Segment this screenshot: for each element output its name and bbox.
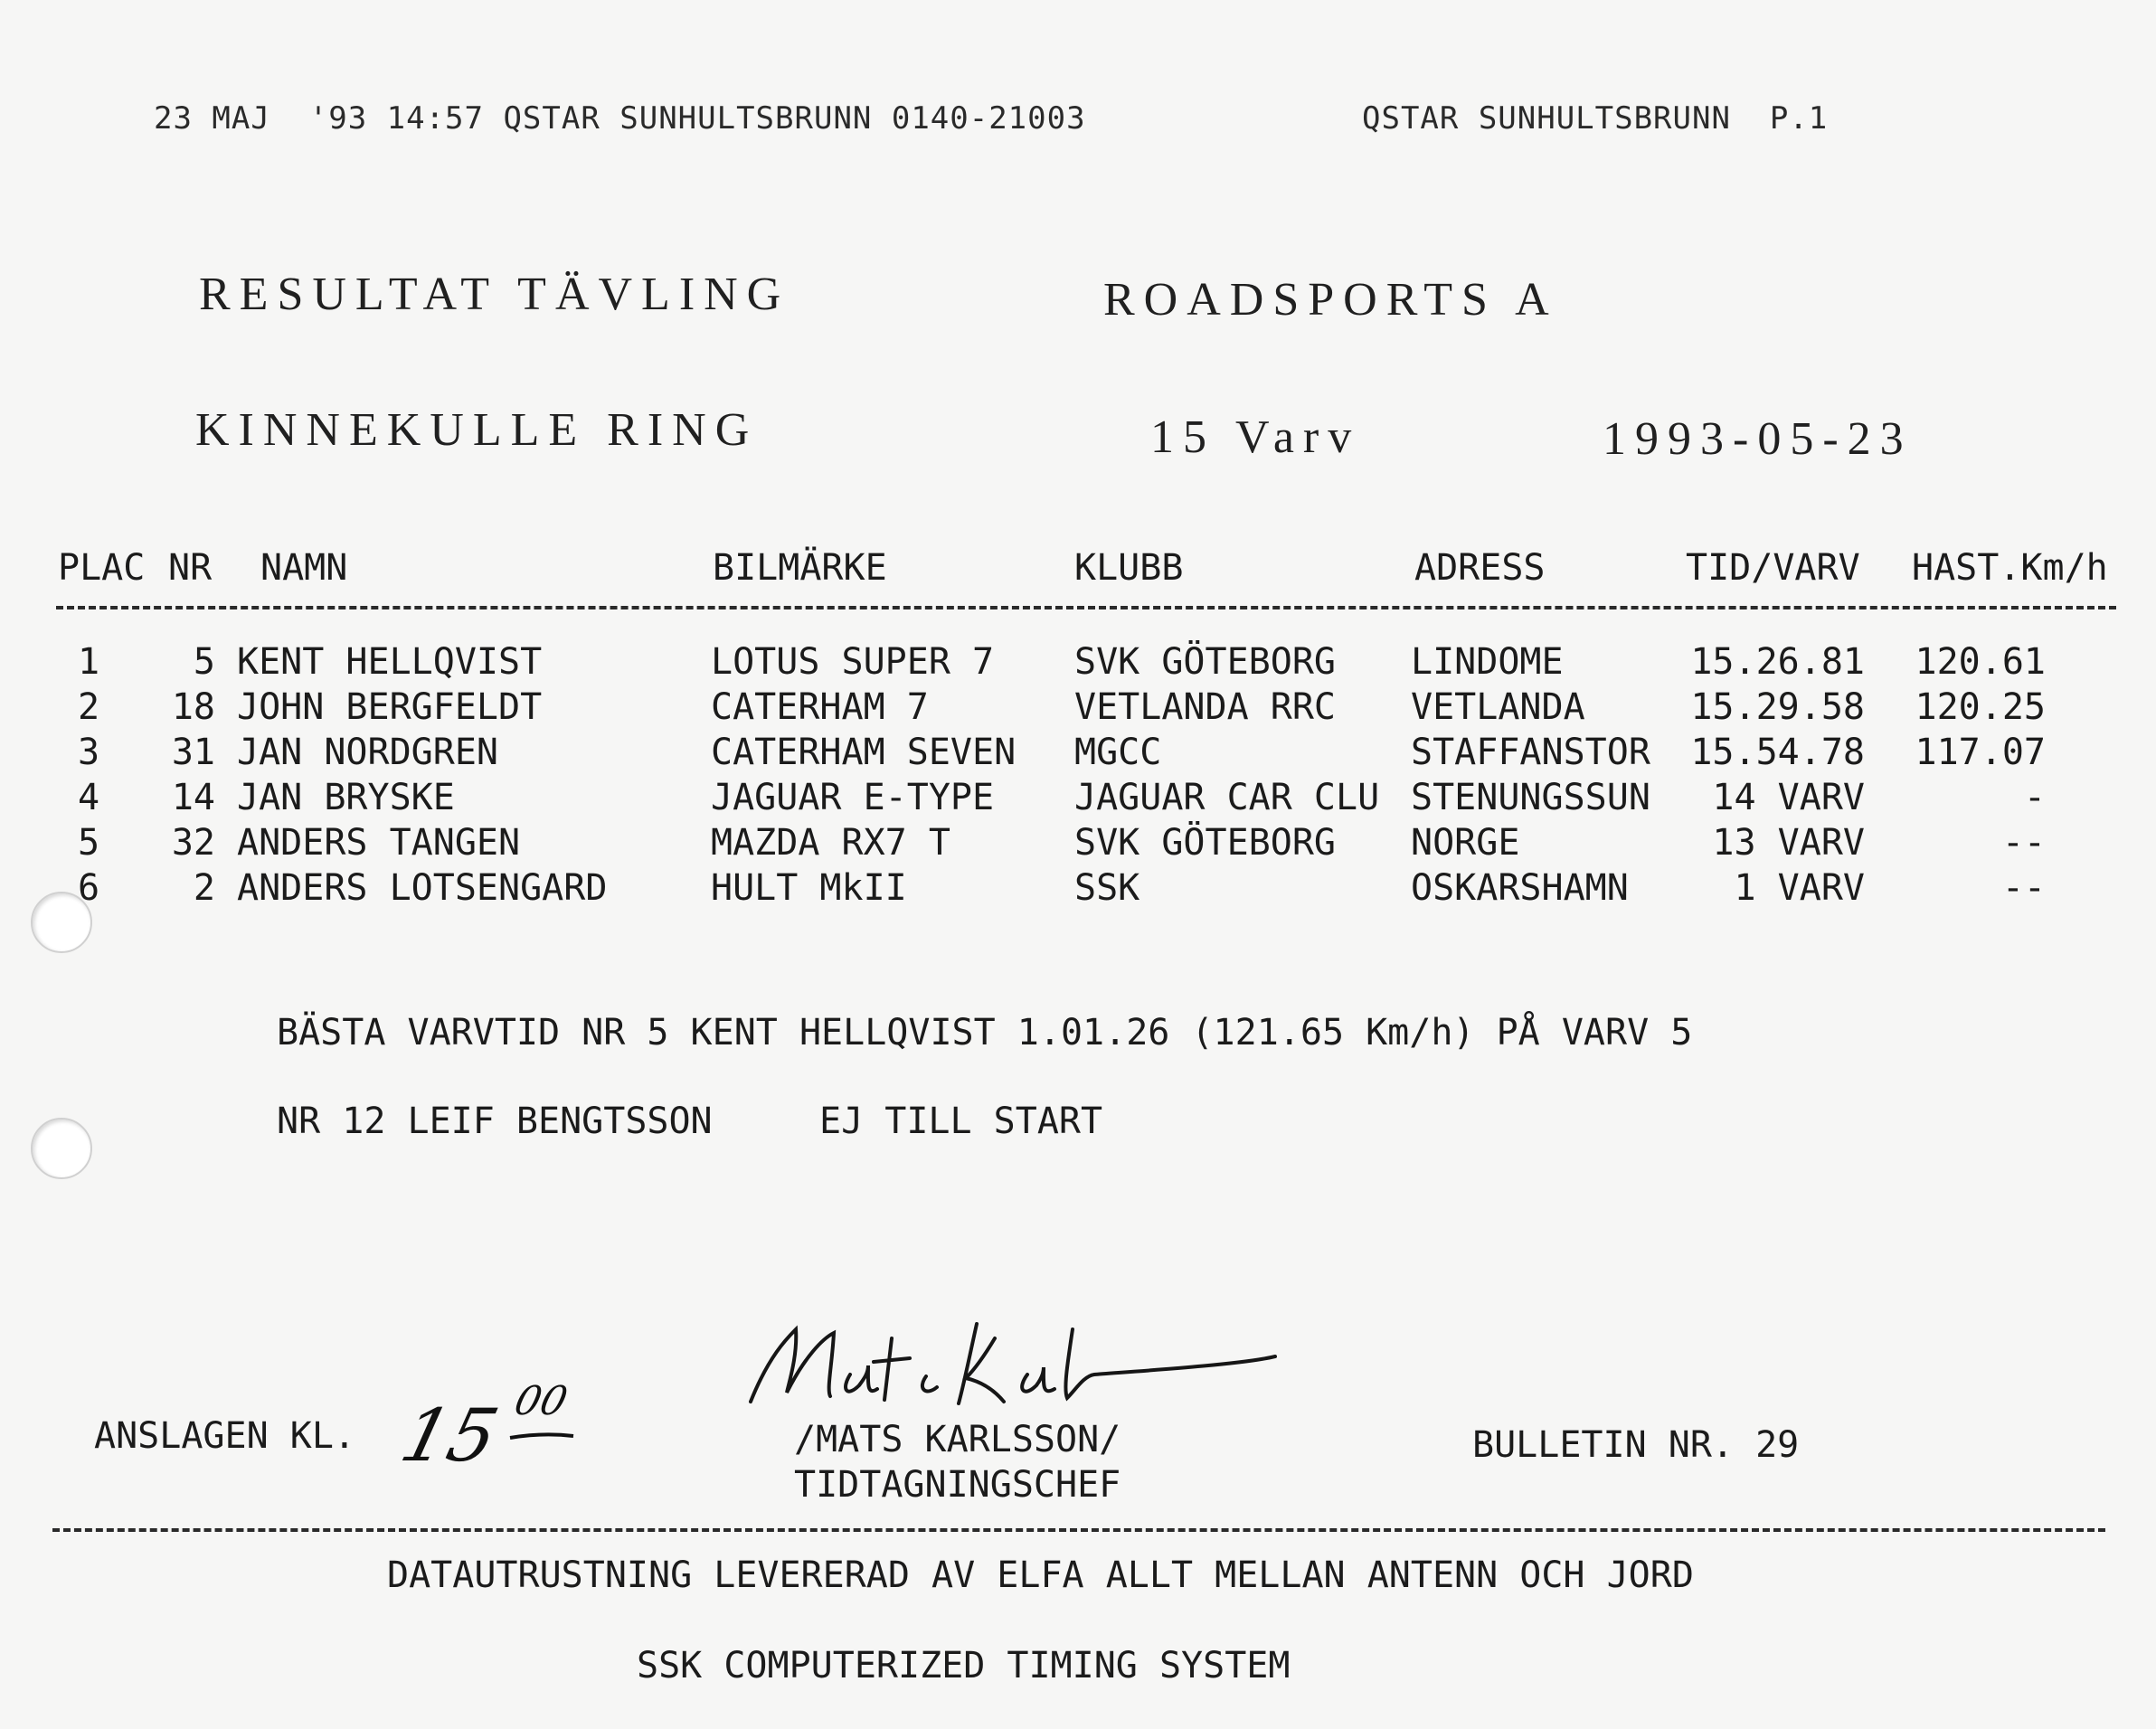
fax-header-left: 23 MAJ '93 14:57 QSTAR SUNHULTSBRUNN 0140-21003 <box>154 100 1086 137</box>
cell-hast: 120.61 <box>1915 641 2046 683</box>
col-nr: NR <box>168 547 213 589</box>
col-adress: ADRESS <box>1414 547 1546 589</box>
cell-hast: -- <box>2001 822 2046 864</box>
cell-bilmarke: MAZDA RX7 T <box>711 822 950 864</box>
dns-driver: NR 12 LEIF BENGTSSON <box>277 1101 713 1142</box>
cell-bilmarke: HULT MkII <box>711 867 907 909</box>
posted-time-minutes: 00 <box>509 1378 572 1424</box>
cell-hast: -- <box>2001 867 2046 909</box>
punch-hole-bottom <box>31 1118 92 1179</box>
cell-namn: KENT HELLQVIST <box>237 641 543 683</box>
footer-divider <box>52 1528 2105 1532</box>
col-klubb: KLUBB <box>1074 547 1184 589</box>
title-track: KINNEKULLE RING <box>195 404 759 456</box>
cell-klubb: MGCC <box>1074 732 1162 773</box>
best-lap-note: BÄSTA VARVTID NR 5 KENT HELLQVIST 1.01.26 (121.65 Km/h) PÅ VARV 5 <box>277 1012 1693 1053</box>
cell-adress: STENUNGSSUN <box>1411 777 1650 818</box>
title-date: 1993-05-23 <box>1603 413 1913 465</box>
cell-adress: VETLANDA <box>1411 686 1585 728</box>
cell-klubb: VETLANDA RRC <box>1074 686 1336 728</box>
cell-adress: OSKARSHAMN <box>1411 867 1629 909</box>
cell-namn: JOHN BERGFELDT <box>237 686 543 728</box>
col-namn: NAMN <box>260 547 348 589</box>
col-tid: TID/VARV <box>1686 547 1860 589</box>
cell-nr: 14 <box>171 777 215 818</box>
cell-plac: 2 <box>78 686 100 728</box>
cell-klubb: SSK <box>1074 867 1140 909</box>
title-laps: 15 Varv <box>1150 411 1361 463</box>
cell-nr: 2 <box>193 867 215 909</box>
cell-plac: 6 <box>78 867 100 909</box>
cell-tid: 13 VARV <box>1712 822 1865 864</box>
posted-label: ANSLAGEN KL. <box>94 1415 355 1457</box>
cell-tid: 1 VARV <box>1734 867 1865 909</box>
cell-tid: 14 VARV <box>1712 777 1865 818</box>
col-hast: HAST.Km/h <box>1912 547 2108 589</box>
col-bilmarke: BILMÄRKE <box>713 547 887 589</box>
signature <box>733 1302 1275 1429</box>
cell-klubb: SVK GÖTEBORG <box>1074 641 1336 683</box>
official-name: /MATS KARLSSON/ <box>794 1419 1121 1460</box>
cell-tid: 15.29.58 <box>1690 686 1865 728</box>
cell-adress: NORGE <box>1411 822 1520 864</box>
posted-time-handwritten: 15 <box>392 1394 506 1478</box>
cell-plac: 5 <box>78 822 100 864</box>
cell-hast: 117.07 <box>1915 732 2046 773</box>
col-plac: PLAC <box>58 547 146 589</box>
cell-plac: 1 <box>78 641 100 683</box>
fax-header-right: QSTAR SUNHULTSBRUNN P.1 <box>1362 100 1829 137</box>
header-divider <box>56 606 2116 609</box>
timing-system-line: SSK COMPUTERIZED TIMING SYSTEM <box>637 1645 1291 1686</box>
cell-adress: LINDOME <box>1411 641 1564 683</box>
cell-namn: JAN BRYSKE <box>237 777 455 818</box>
cell-adress: STAFFANSTOR <box>1411 732 1650 773</box>
dns-status: EJ TILL START <box>819 1101 1103 1142</box>
sponsor-line: DATAUTRUSTNING LEVERERAD AV ELFA ALLT MELLAN ANTENN OCH JORD <box>387 1554 1694 1596</box>
cell-tid: 15.26.81 <box>1690 641 1865 683</box>
posted-time-underline <box>506 1431 579 1443</box>
cell-klubb: JAGUAR CAR CLU <box>1074 777 1380 818</box>
cell-nr: 32 <box>171 822 215 864</box>
cell-bilmarke: CATERHAM SEVEN <box>711 732 1017 773</box>
bulletin-number: BULLETIN NR. 29 <box>1472 1424 1800 1466</box>
title-result: RESULTAT TÄVLING <box>199 269 790 320</box>
title-class: ROADSPORTS A <box>1103 274 1558 326</box>
cell-bilmarke: CATERHAM 7 <box>711 686 929 728</box>
cell-hast: 120.25 <box>1915 686 2046 728</box>
cell-nr: 31 <box>171 732 215 773</box>
cell-plac: 3 <box>78 732 100 773</box>
cell-tid: 15.54.78 <box>1690 732 1865 773</box>
cell-namn: ANDERS LOTSENGARD <box>237 867 608 909</box>
cell-klubb: SVK GÖTEBORG <box>1074 822 1336 864</box>
cell-hast: - <box>2023 777 2046 818</box>
cell-nr: 18 <box>171 686 215 728</box>
cell-namn: JAN NORDGREN <box>237 732 498 773</box>
cell-namn: ANDERS TANGEN <box>237 822 521 864</box>
cell-plac: 4 <box>78 777 100 818</box>
official-title: TIDTAGNINGSCHEF <box>794 1464 1121 1506</box>
cell-nr: 5 <box>193 641 215 683</box>
cell-bilmarke: JAGUAR E-TYPE <box>711 777 995 818</box>
cell-bilmarke: LOTUS SUPER 7 <box>711 641 995 683</box>
